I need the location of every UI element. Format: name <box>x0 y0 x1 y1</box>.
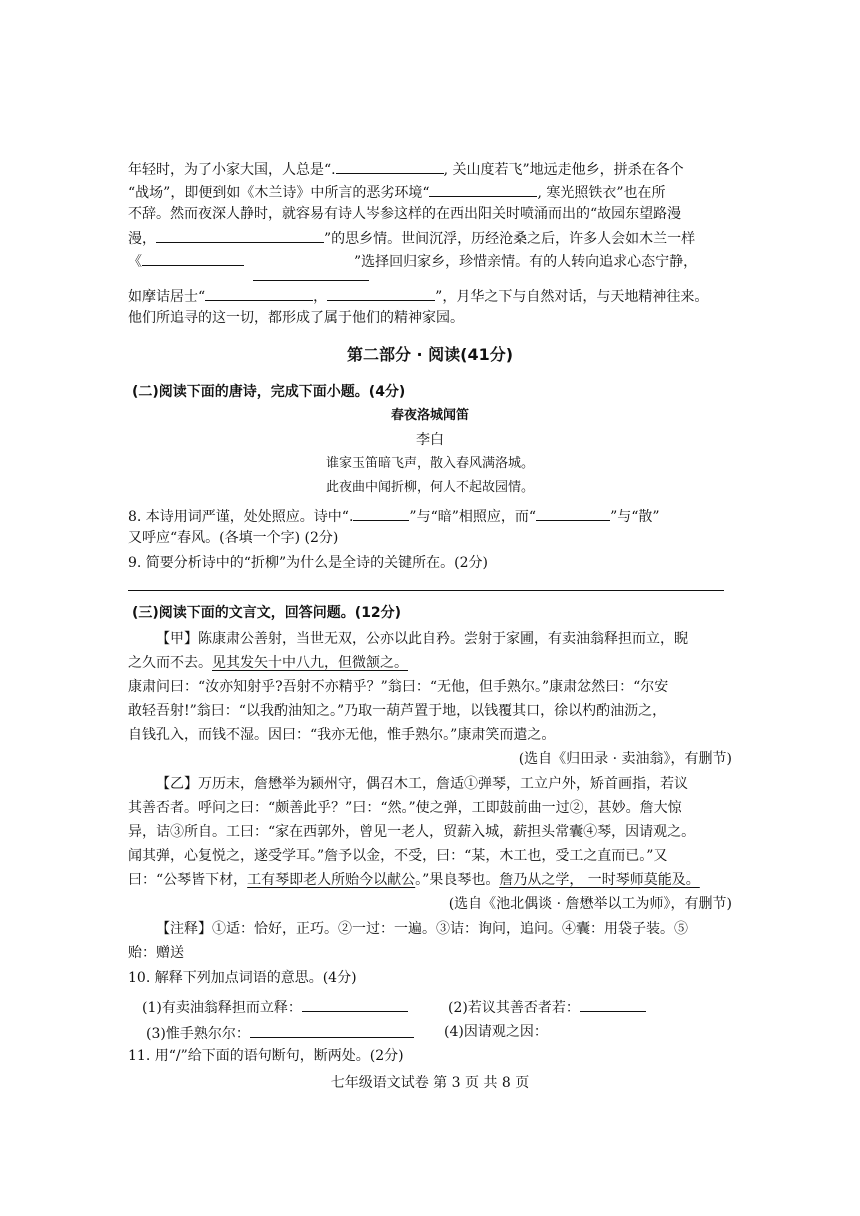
passage-b-line-3: 异，诘③所自。工曰：“家在西郭外，曾见一老人，贸薪入城，薪担头常囊④琴，因请观之。 <box>128 824 696 840</box>
notes-line-1: 【注释】①适：恰好，正巧。②一过：一遍。③诘：询问，追问。④囊：用袋子装。⑤ <box>156 921 688 937</box>
passage-a-line-3: 康肃问曰：“汝亦知射乎?吾射不亦精乎？”翁曰：“无他，但手熟尔。”康肃忿然曰：“尔安 <box>128 679 669 695</box>
blank <box>536 504 610 521</box>
question-9: 9. 简要分析诗中的“折柳”为什么是全诗的关键所在。(2分) <box>128 555 488 571</box>
fill-line-7: 他们所追寻的这一切，都形成了属于他们的精神家园。 <box>128 310 464 326</box>
blank <box>327 284 435 301</box>
fill-line-3: 不辞。然而夜深人静时，就容易有诗人岑参这样的在西出阳关时喷涌而出的“故园东望路漫 <box>128 206 682 222</box>
blank <box>156 226 324 243</box>
poem-line-2: 此夜曲中闻折柳，何人不起故园情。 <box>325 480 534 495</box>
passage-a-line-4: 敢轻吾射!”翁曰：“以我酌油知之。”乃取一葫芦置于地，以钱覆其口，徐以杓酌油沥之， <box>128 703 667 719</box>
blank <box>253 264 369 281</box>
poem-heading: (二)阅读下面的唐诗，完成下面小题。(4分) <box>132 384 406 400</box>
blank <box>142 249 244 266</box>
page-footer: 七年级语文试卷 第 3 页 共 8 页 <box>330 1075 530 1091</box>
notes-line-2: 贻：赠送 <box>128 945 184 961</box>
passage-b-line-2: 其善否者。呼问之曰：“颇善此乎？”曰：“然。”使之弹，工即鼓前曲一过②，甚妙。詹大惊 <box>128 800 682 816</box>
blank <box>580 995 646 1012</box>
answer-line <box>128 590 724 591</box>
blank <box>353 504 409 521</box>
passage-b-source: (选自《池北偶谈 · 詹懋举以工为师》，有删节) <box>448 896 732 912</box>
poem-author: 李白 <box>416 432 444 448</box>
question-8-cont: 又呼应“春风。(各填一个字) (2分) <box>128 530 339 546</box>
poem-line-1: 谁家玉笛暗飞声，散入春风满洛城。 <box>325 456 534 471</box>
passage-a-line-2: 之久而不去。见其发矢十中八九，但微颔之。 <box>128 655 408 671</box>
blank <box>336 157 444 174</box>
question-11: 11. 用“/”给下面的语句断句，断两处。(2分) <box>128 1048 404 1064</box>
blank <box>302 995 408 1012</box>
question-10: 10. 解释下列加点词语的意思。(4分) <box>128 970 357 986</box>
fill-line-4: 漫， ”的思乡情。世间沉浮，历经沧桑之后，许多人会如木兰一样 <box>128 226 695 250</box>
blank <box>250 1021 414 1038</box>
question-10-3: (3)惟手熟尔尔： <box>146 1021 414 1045</box>
fill-line-5: 《 ”选择回归家乡，珍惜亲情。有的人转向追求心态宁静， <box>128 249 697 273</box>
passage-a-line-5: 自钱孔入，而钱不湿。因曰：“我亦无他，惟手熟尔。”康肃笑而遣之。 <box>128 727 556 743</box>
passage-b-line-4: 闻其弹，心复悦之，遂受学耳。”詹予以金，不受，曰：“某，木工也，受工之直而已。”又 <box>128 848 668 864</box>
fill-line-1: 年轻时，为了小家大国，人总是“. , 关山度若飞”地远走他乡，拼杀在各个 <box>128 157 684 181</box>
fill-line-2: “战场”，即便到如《木兰诗》中所言的恶劣环境“ , 寒光照铁衣”也在所 <box>128 180 666 204</box>
passage-b-line-1: 【乙】万历末，詹懋举为颍州守，偶召木工，詹适①弹琴，工立户外，矫首画指，若议 <box>156 776 688 792</box>
question-10-1: (1)有卖油翁释担而立释： <box>142 995 408 1019</box>
blank <box>429 180 537 197</box>
part2-title: 第二部分 · 阅读(41分) <box>346 345 514 364</box>
question-10-4: (4)因请观之因： <box>444 1024 548 1040</box>
fill-line-6: 如摩诘居士“ ， ”，月华之下与自然对话，与天地精神往来。 <box>128 284 708 308</box>
classical-heading: (三)阅读下面的文言文，回答问题。(12分) <box>132 605 402 621</box>
question-8: 8. 本诗用词严谨，处处照应。诗中“. ”与“暗”相照应，而“ ”与“散” <box>128 504 660 528</box>
passage-a-source: (选自《归田录 · 卖油翁》，有删节) <box>518 751 732 767</box>
blank <box>205 284 313 301</box>
passage-a-line-1: 【甲】陈康肃公善射，当世无双，公亦以此自矜。尝射于家圃，有卖油翁释担而立，睨 <box>156 631 688 647</box>
poem-title: 春夜洛城闻笛 <box>390 408 469 423</box>
passage-b-line-5: 曰：“公琴皆下材，工有琴即老人所贻今以献公。”果良琴也。詹乃从之学， 一时琴师莫能及。 <box>128 872 700 888</box>
question-10-2: (2)若议其善否者若： <box>448 995 646 1019</box>
